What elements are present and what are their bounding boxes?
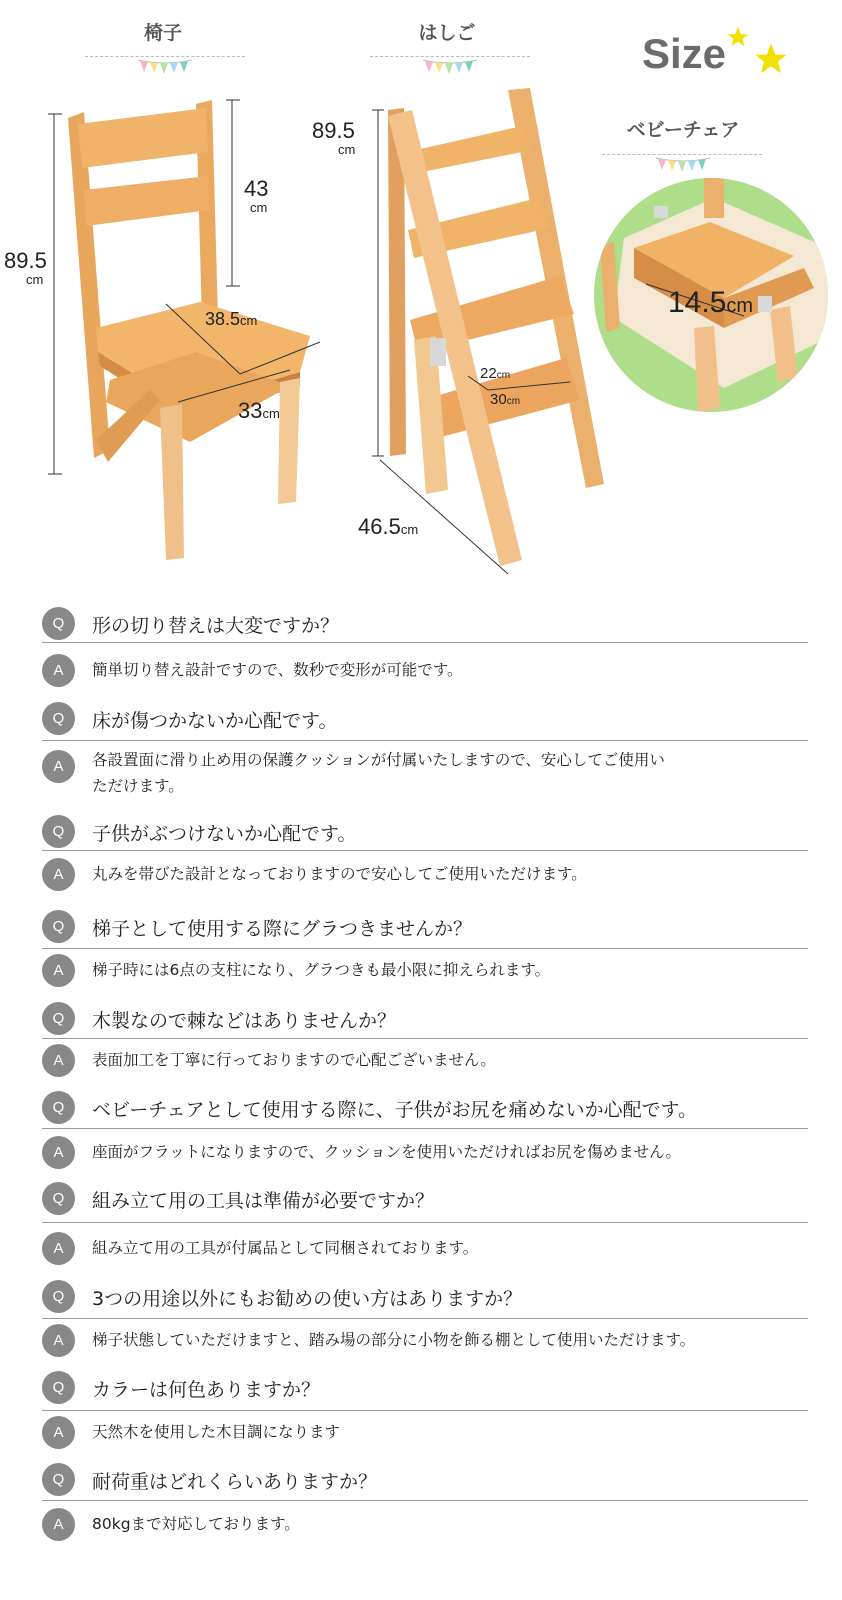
ladder-height-label bbox=[312, 120, 355, 158]
question-text: 子供がぶつけないか心配です。 bbox=[92, 823, 357, 845]
large-star-icon bbox=[754, 42, 788, 76]
ladder-step-a-label bbox=[480, 366, 510, 382]
answer-badge: A bbox=[42, 1416, 75, 1449]
chair-illustration bbox=[0, 90, 340, 570]
small-star-icon bbox=[727, 26, 749, 48]
question-text: 形の切り替えは大変ですか？ bbox=[92, 615, 340, 637]
answer-badge: A bbox=[42, 1044, 75, 1077]
faq-question bbox=[42, 1371, 808, 1404]
answer-text: 座面がフラットになりますので、クッションを使用いただければお尻を傷めません。 bbox=[92, 1143, 682, 1161]
faq-answer bbox=[42, 1508, 808, 1541]
baby-width-unit: cm bbox=[726, 295, 754, 317]
ladder-title: はしご bbox=[418, 22, 476, 44]
ladder-height-value: 89.5 bbox=[312, 118, 355, 143]
faq-question bbox=[42, 1182, 808, 1215]
answer-badge: A bbox=[42, 858, 75, 891]
divider bbox=[42, 1410, 808, 1411]
baby-title-divider bbox=[602, 154, 762, 155]
faq-answer bbox=[42, 1136, 808, 1169]
faq-answer bbox=[42, 1324, 808, 1357]
ladder-depth-value: 46.5 bbox=[358, 514, 401, 539]
size-logo: Size bbox=[642, 30, 727, 77]
ladder-depth-unit: cm bbox=[400, 522, 419, 537]
answer-badge: A bbox=[42, 750, 75, 783]
question-text: カラーは何色ありますか？ bbox=[92, 1379, 321, 1401]
faq-answer bbox=[42, 1232, 808, 1265]
size-section bbox=[0, 0, 842, 600]
answer-text: 丸みを帯びた設計となっておりますので安心してご使用いただけます。 bbox=[92, 865, 587, 883]
question-text: 3つの用途以外にもお勧めの使い方はありますか？ bbox=[92, 1288, 523, 1310]
question-badge: Q bbox=[42, 1182, 75, 1215]
question-badge: Q bbox=[42, 1002, 75, 1035]
chair-bunting-icon bbox=[138, 58, 192, 76]
answer-text: 組み立て用の工具が付属品として同梱されております。 bbox=[92, 1239, 479, 1257]
question-text: 梯子として使用する際にグラつきませんか？ bbox=[92, 918, 473, 940]
faq-answer bbox=[42, 858, 808, 891]
baby-width-label bbox=[668, 288, 753, 318]
faq-question bbox=[42, 1002, 808, 1035]
question-badge: Q bbox=[42, 1371, 75, 1404]
chair-height-unit: cm bbox=[26, 272, 44, 287]
divider bbox=[42, 1500, 808, 1501]
faq-question bbox=[42, 1463, 808, 1496]
chair-seat-depth-unit: cm bbox=[262, 406, 280, 421]
answer-line: ただけます。 bbox=[92, 777, 184, 795]
answer-text: 表面加工を丁寧に行っておりますので心配ございません。 bbox=[92, 1051, 496, 1069]
faq-question bbox=[42, 607, 808, 640]
baby-bunting-icon bbox=[656, 156, 710, 174]
chair-back-label bbox=[244, 178, 268, 216]
question-badge: Q bbox=[42, 1463, 75, 1496]
divider bbox=[42, 850, 808, 851]
question-badge: Q bbox=[42, 815, 75, 848]
question-badge: Q bbox=[42, 1280, 75, 1313]
chair-seat-width-value: 38.5 bbox=[205, 309, 241, 329]
chair-back-value: 43 bbox=[244, 176, 269, 201]
question-text: 組み立て用の工具は準備が必要ですか？ bbox=[92, 1190, 435, 1212]
question-badge: Q bbox=[42, 1091, 75, 1124]
question-text: 床が傷つかないか心配です。 bbox=[92, 710, 338, 732]
ladder-depth-label bbox=[358, 516, 418, 538]
divider bbox=[42, 1038, 808, 1039]
answer-text bbox=[92, 747, 792, 799]
chair-back-unit: cm bbox=[250, 200, 268, 215]
baby-width-value: 14.5 bbox=[668, 286, 727, 319]
ladder-step-a-value: 22 bbox=[480, 365, 497, 382]
faq-question bbox=[42, 910, 808, 943]
chair-title-divider bbox=[85, 56, 245, 57]
chair-title: 椅子 bbox=[143, 22, 182, 44]
answer-line: 各設置面に滑り止め用の保護クッションが付属いたしますので、安心してご使用い bbox=[92, 751, 665, 769]
ladder-height-unit: cm bbox=[338, 142, 356, 157]
faq-answer bbox=[42, 654, 808, 687]
baby-chair-title: ベビーチェア bbox=[626, 119, 740, 141]
chair-seat-width-label bbox=[205, 310, 257, 329]
question-text: ベビーチェアとして使用する際に、子供がお尻を痛めないか心配です。 bbox=[92, 1099, 698, 1121]
question-text: 耐荷重はどれくらいありますか？ bbox=[92, 1471, 378, 1493]
answer-text: 梯子時には6点の支柱になり、グラつきも最小限に抑えられます。 bbox=[92, 961, 551, 979]
faq-answer bbox=[42, 954, 808, 987]
divider bbox=[42, 948, 808, 949]
answer-text: 80kgまで対応しております。 bbox=[92, 1515, 300, 1533]
ladder-step-b-unit: cm bbox=[506, 396, 521, 407]
chair-seat-depth-label bbox=[238, 400, 280, 422]
answer-badge: A bbox=[42, 1232, 75, 1265]
answer-badge: A bbox=[42, 654, 75, 687]
chair-seat-depth-value: 33 bbox=[238, 398, 263, 423]
faq-question bbox=[42, 702, 808, 735]
answer-badge: A bbox=[42, 1508, 75, 1541]
ladder-step-b-value: 30 bbox=[490, 391, 507, 408]
answer-badge: A bbox=[42, 1324, 75, 1357]
answer-badge: A bbox=[42, 1136, 75, 1169]
answer-text: 梯子状態していただけますと、踏み場の部分に小物を飾る棚として使用いただけます。 bbox=[92, 1331, 696, 1349]
faq-question bbox=[42, 1280, 808, 1313]
answer-text: 天然木を使用した木目調になります bbox=[92, 1423, 341, 1441]
ladder-title-divider bbox=[370, 56, 530, 57]
chair-height-label bbox=[4, 250, 47, 288]
question-badge: Q bbox=[42, 910, 75, 943]
faq-question bbox=[42, 1091, 808, 1124]
divider bbox=[42, 1318, 808, 1319]
answer-text: 簡単切り替え設計ですので、数秒で変形が可能です。 bbox=[92, 661, 463, 679]
ladder-step-b-label bbox=[490, 392, 520, 408]
faq-answer bbox=[42, 1044, 808, 1077]
chair-height-value: 89.5 bbox=[4, 248, 47, 273]
question-text: 木製なので棘などはありませんか？ bbox=[92, 1010, 397, 1032]
divider bbox=[42, 740, 808, 741]
divider bbox=[42, 1222, 808, 1223]
ladder-step-a-unit: cm bbox=[496, 370, 511, 381]
question-badge: Q bbox=[42, 702, 75, 735]
question-badge: Q bbox=[42, 607, 75, 640]
chair-seat-width-unit: cm bbox=[240, 313, 258, 328]
answer-badge: A bbox=[42, 954, 75, 987]
faq-answer bbox=[42, 750, 808, 804]
ladder-bunting-icon bbox=[423, 58, 477, 76]
divider bbox=[42, 1128, 808, 1129]
divider bbox=[42, 642, 808, 643]
faq-answer bbox=[42, 1416, 808, 1449]
faq-question bbox=[42, 815, 808, 848]
